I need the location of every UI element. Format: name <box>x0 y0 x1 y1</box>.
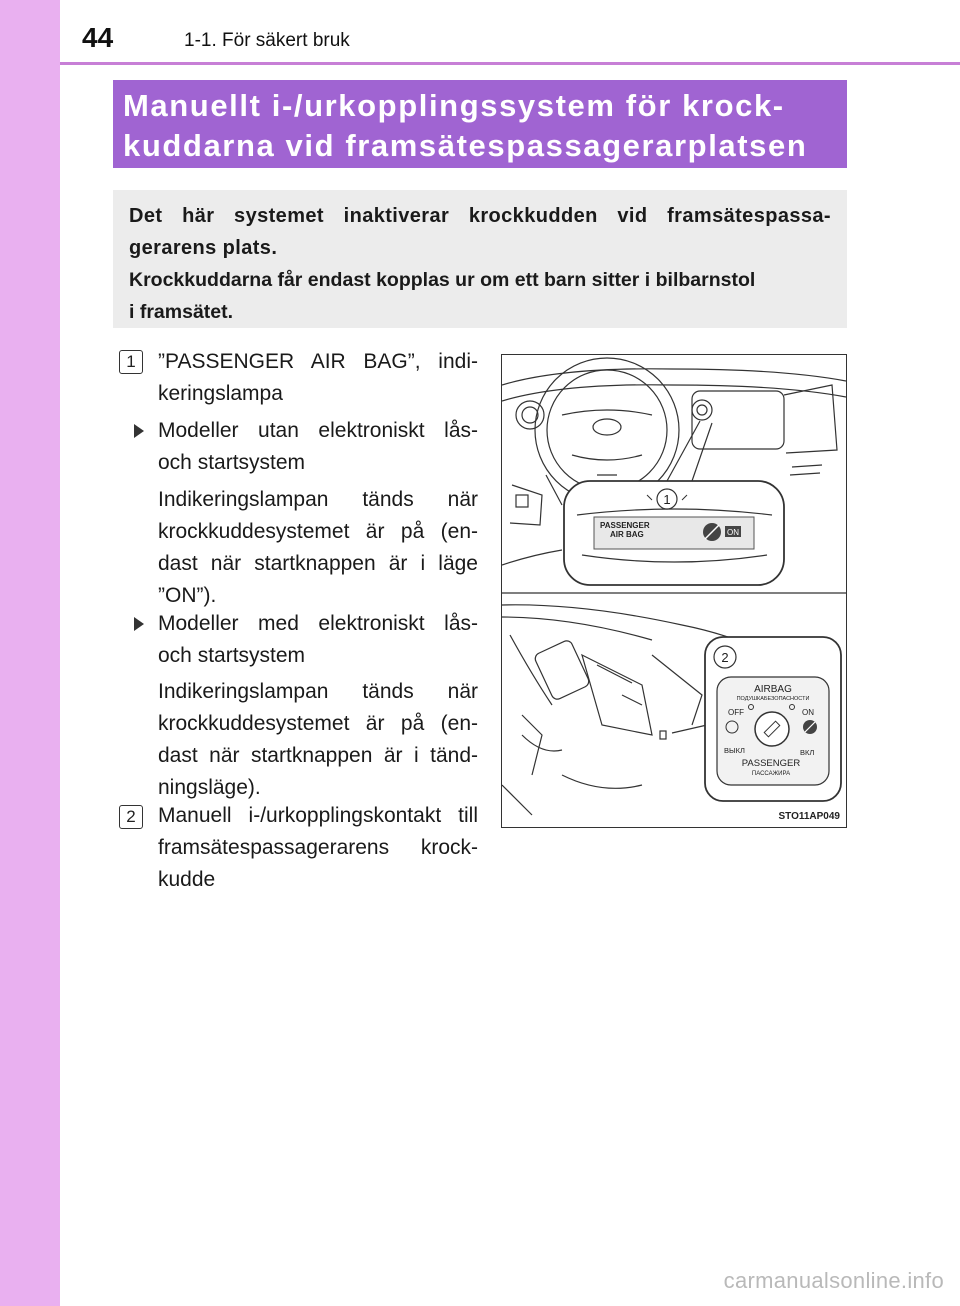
item-1-line-1: ”PASSENGER AIR BAG”, indi- <box>158 350 478 373</box>
figure-callout-1: 1 <box>663 492 671 507</box>
item-1-line-2: keringslampa <box>158 382 283 405</box>
footer-watermark: carmanualsonline.info <box>723 1268 944 1293</box>
page-number: 44 <box>82 22 114 53</box>
section-heading <box>113 80 847 168</box>
heading-line-2: kuddarna vid framsätespassagerarplatsen <box>123 128 808 163</box>
item-2-text <box>158 800 478 896</box>
bullet-1-title <box>158 415 478 479</box>
switch-passenger-ru-label: ПАССАЖИРА <box>751 771 791 777</box>
bullet-2-title-line-2: och startsystem <box>158 644 306 667</box>
dashboard-illustration <box>501 354 847 828</box>
bullet-1-body-line-2: krockkuddesystemet är på (en- <box>158 520 478 543</box>
item-2-line-3: kudde <box>158 868 216 891</box>
intro-note-line-1: Krockkuddarna får endast kopplas ur om ett barn sitter i bilbarnstol <box>129 269 756 291</box>
bullet-arrow-icon <box>134 424 144 438</box>
bullet-1-body-line-4: ”ON”). <box>158 584 217 607</box>
item-number-2: 2 <box>119 805 143 829</box>
switch-airbag-ru-label: ПОДУШКАБЕЗОПАСНОСТИ <box>736 696 810 702</box>
lamp-on-label: ON <box>727 528 739 537</box>
bullet-arrow-icon <box>134 617 144 631</box>
bullet-1-title-line-1: Modeller utan elektroniskt lås- <box>158 419 478 442</box>
switch-passenger-label: PASSENGER <box>741 758 801 769</box>
switch-off-ru-label: ВЫКЛ <box>724 746 745 755</box>
bullet-2-title <box>158 608 478 672</box>
item-2-line-1: Manuell i-/urkopplingskontakt till <box>158 804 478 827</box>
bullet-1-body-line-3: dast när startknappen är i läge <box>158 552 478 575</box>
item-1-text <box>158 346 478 410</box>
figure-callout-2: 2 <box>721 650 729 665</box>
item-2-line-2: framsätespassagerarens krock- <box>158 836 478 859</box>
page-side-band <box>0 0 60 1306</box>
bullet-2-body <box>158 676 478 804</box>
bullet-2-body-line-3: dast när startknappen är i tänd- <box>158 744 478 767</box>
figure-code: STO11AP049 <box>778 811 840 822</box>
lamp-label-line-2: AIR BAG <box>610 530 644 539</box>
intro-box <box>113 190 847 328</box>
bullet-2-body-line-2: krockkuddesystemet är på (en- <box>158 712 478 735</box>
bullet-1-body-line-1: Indikeringslampan tänds när <box>158 488 478 511</box>
illustration-drawing <box>502 355 846 827</box>
bullet-2-title-line-1: Modeller med elektroniskt lås- <box>158 612 478 635</box>
switch-on-label: ON <box>802 708 814 717</box>
header-divider <box>60 62 960 65</box>
bullet-1-body <box>158 484 478 612</box>
section-title: 1-1. För säkert bruk <box>184 30 350 51</box>
item-number-1: 1 <box>119 350 143 374</box>
lamp-label-line-1: PASSENGER <box>600 521 650 530</box>
intro-note-line-2: i framsätet. <box>129 301 234 323</box>
switch-off-label: OFF <box>728 708 744 717</box>
switch-airbag-label: AIRBAG <box>754 684 792 695</box>
bullet-1-title-line-2: och startsystem <box>158 451 306 474</box>
bullet-2-body-line-4: ningsläge). <box>158 776 261 799</box>
intro-lead-line-2: gerarens plats. <box>129 237 278 259</box>
intro-lead-line-1: Det här systemet inaktiverar krockkudden vid framsätespassa- <box>129 205 831 227</box>
heading-line-1: Manuellt i-/urkopplingssystem för krock- <box>123 88 785 123</box>
bullet-2-body-line-1: Indikeringslampan tänds när <box>158 680 478 703</box>
switch-on-ru-label: ВКЛ <box>800 748 815 757</box>
